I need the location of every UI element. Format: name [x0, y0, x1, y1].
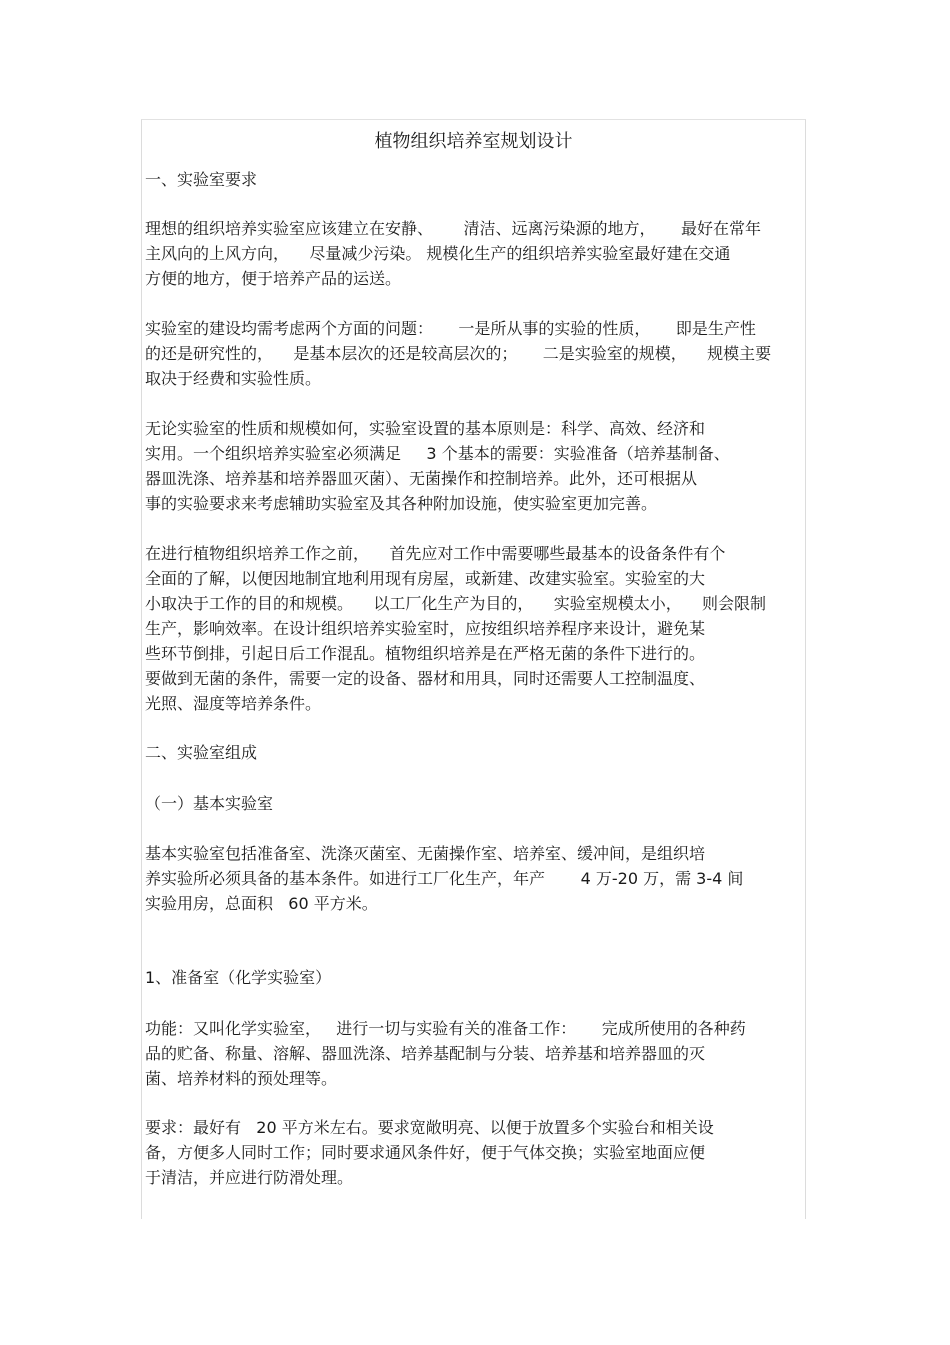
paragraph-line: 要求：最好有 20 平方米左右。要求宽敞明亮、以便于放置多个实验台和相关设: [145, 1118, 714, 1137]
paragraph-line: 事的实验要求来考虑辅助实验室及其各种附加设施，使实验室更加完善。: [145, 494, 658, 513]
paragraph-line: 基本实验室包括准备室、洗涤灭菌室、无菌操作室、培养室、缓冲间，是组织培: [145, 844, 706, 863]
paragraph-line: 无论实验室的性质和规模如何，实验室设置的基本原则是：科学、高效、经济和: [145, 419, 706, 438]
paragraph-line: 主风向的上风方向， 尽量减少污染。 规模化生产的组织培养实验室最好建在交通: [145, 244, 731, 263]
paragraph-line: 器皿洗涤、培养基和培养器皿灭菌）、无菌操作和控制培养。此外，还可根据从: [145, 469, 698, 488]
paragraph-line: 的还是研究性的， 是基本层次的还是较高层次的； 二是实验室的规模， 规模主要: [145, 344, 772, 363]
paragraph-line: 于清洁，并应进行防滑处理。: [145, 1168, 354, 1187]
paragraph-line: 在进行植物组织培养工作之前， 首先应对工作中需要哪些最基本的设备条件有个: [145, 544, 726, 563]
paragraph-line: 菌、培养材料的预处理等。: [145, 1069, 338, 1088]
paragraph-line: 取决于经费和实验性质。: [145, 369, 322, 388]
item-heading: 1、准备室（化学实验室）: [145, 968, 332, 987]
paragraph-line: 些环节倒排，引起日后工作混乱。植物组织培养是在严格无菌的条件下进行的。: [145, 644, 706, 663]
paragraph-line: 实验用房，总面积 60 平方米。: [145, 894, 378, 913]
paragraph-line: 生产，影响效率。在设计组织培养实验室时，应按组织培养程序来设计，避免某: [145, 619, 706, 638]
paragraph-line: 小取决于工作的目的和规模。 以工厂化生产为目的， 实验室规模太小， 则会限制: [145, 594, 767, 613]
paragraph-line: 养实验所必须具备的基本条件。如进行工厂化生产，年产 4 万-20 万，需 3-4 间: [145, 869, 744, 888]
subsection-heading: （一）基本实验室: [145, 794, 274, 813]
paragraph-line: 品的贮备、称量、溶解、器皿洗涤、培养基配制与分装、培养基和培养器皿的灭: [145, 1044, 706, 1063]
paragraph-line: 全面的了解，以便因地制宜地利用现有房屋，或新建、改建实验室。实验室的大: [145, 569, 706, 588]
paragraph-line: 理想的组织培养实验室应该建立在安静、 清洁、远离污染源的地方， 最好在常年: [145, 219, 761, 238]
document-title: 植物组织培养室规划设计: [374, 131, 573, 152]
paragraph-line: 备，方便多人同时工作；同时要求通风条件好，便于气体交换；实验室地面应便: [145, 1143, 706, 1162]
section-heading-1: 一、实验室要求: [145, 170, 258, 189]
paragraph-line: 方便的地方，便于培养产品的运送。: [145, 269, 402, 288]
paragraph-line: 光照、湿度等培养条件。: [145, 694, 322, 713]
paragraph-line: 实用。一个组织培养实验室必须满足 3 个基本的需要：实验准备（培养基制备、: [145, 444, 730, 463]
paragraph-line: 要做到无菌的条件，需要一定的设备、器材和用具，同时还需要人工控制温度、: [145, 669, 706, 688]
paragraph-line: 功能：又叫化学实验室， 进行一切与实验有关的准备工作： 完成所使用的各种药: [145, 1019, 746, 1038]
section-heading-2: 二、实验室组成: [145, 743, 258, 762]
paragraph-line: 实验室的建设均需考虑两个方面的问题： 一是所从事的实验的性质， 即是生产性: [145, 319, 756, 338]
